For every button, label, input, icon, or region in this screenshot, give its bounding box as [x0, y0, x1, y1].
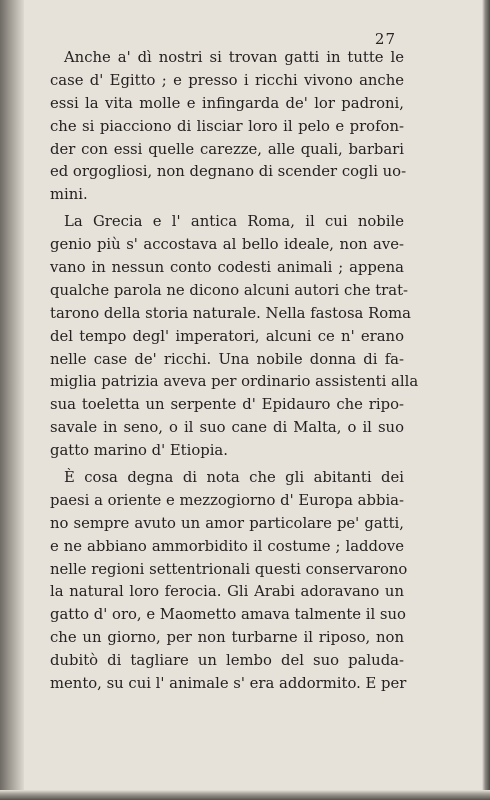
text-line: nelle case de' ricchi. Una nobile donna di fa- [50, 350, 404, 368]
text-line: no sempre avuto un amor particolare pe' gatti, [50, 514, 404, 532]
page-number: 27 [374, 30, 396, 48]
paragraph [50, 47, 407, 207]
text-line: nelle regioni settentrionali questi conservarono [50, 560, 408, 578]
text-line: ed orgogliosi, non degnano di scender cogli uo- [50, 163, 407, 181]
text-line: e ne abbiano ammorbidito il costume ; laddove [50, 537, 404, 555]
text-line: che si piacciono di lisciar loro il pelo e profon- [50, 117, 404, 135]
binding-shadow [0, 0, 24, 800]
text-line: essi la vita molle e infingarda de' lor padroni, [50, 94, 404, 112]
text-line: paesi a oriente e mezzogiorno d' Europa abbia- [50, 491, 404, 509]
text-line: case d' Egitto ; e presso i ricchi vivono anche [50, 71, 404, 89]
text-line: genio più s' accostava al bello ideale, non ave- [50, 236, 404, 254]
page-body [50, 47, 419, 696]
text-line: miglia patrizia aveva per ordinario assistenti alla [50, 373, 419, 391]
paragraph [50, 211, 419, 463]
text-line: savale in seno, o il suo cane di Malta, o il suo [50, 419, 404, 437]
text-line: sua toeletta un serpente d' Epidauro che ripo- [50, 396, 404, 414]
text-line: È cosa degna di nota che gli abitanti dei [64, 469, 404, 487]
text-line: Anche a' dì nostri si trovan gatti in tutte le [64, 49, 404, 66]
page-edge-right [482, 0, 490, 800]
text-line: dubitò di tagliare un lembo del suo paluda- [50, 652, 404, 670]
text-line: der con essi quelle carezze, alle quali, barbari [50, 140, 404, 158]
paragraph [50, 467, 408, 696]
text-line: tarono della storia naturale. Nella fastosa Roma [50, 304, 411, 322]
text-line: mini. [50, 186, 88, 204]
text-line: la natural loro ferocia. Gli Arabi adoravano un [50, 583, 404, 601]
text-line: vano in nessun conto codesti animali ; appena [50, 259, 404, 277]
text-line: La Grecia e l' antica Roma, il cui nobile [64, 213, 404, 231]
page-edge-bottom [0, 790, 490, 800]
text-line: mento, su cui l' animale s' era addormito. E per [50, 675, 407, 693]
text-line: del tempo degl' imperatori, alcuni ce n' erano [50, 327, 404, 345]
text-line: gatto d' oro, e Maometto amava talmente il suo [50, 606, 406, 624]
text-line: gatto marino d' Etiopia. [50, 442, 228, 460]
text-line: qualche parola ne dicono alcuni autori che trat- [50, 281, 409, 299]
text-line: che un giorno, per non turbarne il riposo, non [50, 629, 404, 647]
